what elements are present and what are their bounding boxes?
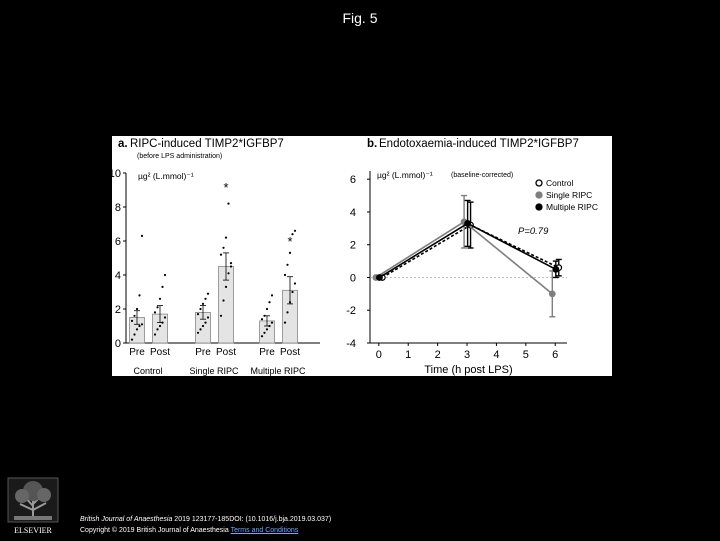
panel-a-x-tick-label: Post	[215, 347, 237, 358]
p-value-annotation: P=0.79	[518, 226, 549, 237]
data-point	[199, 328, 201, 330]
data-point	[164, 274, 166, 276]
panel-a-x-tick-label: Pre	[195, 347, 211, 358]
data-point	[227, 203, 229, 205]
data-point	[133, 333, 135, 335]
copyright-text: Copyright © 2019 British Journal of Anaesthesia	[80, 527, 229, 534]
data-point	[222, 299, 224, 301]
panel-a-letter: a.	[118, 138, 128, 150]
panel-b-x-tick-label: 3	[463, 349, 471, 361]
figure-panel	[108, 136, 612, 376]
panel-b-unit-note: (baseline-corrected)	[451, 172, 514, 179]
panel-a-unit-label: µg² (L.mmol)⁻¹	[138, 171, 194, 181]
panel-b-title: Endotoxaemia-induced TIMP2*IGFBP7	[379, 138, 579, 150]
data-point	[266, 308, 268, 310]
citation-line	[80, 514, 331, 525]
data-point	[159, 325, 161, 327]
data-point	[138, 325, 140, 327]
panel-a-group-label: Control	[133, 366, 163, 376]
data-point	[141, 235, 143, 237]
panel-b-x-tick-label: 1	[405, 349, 412, 361]
data-point	[225, 237, 227, 239]
data-point	[156, 328, 158, 330]
data-point	[154, 333, 156, 335]
data-point	[154, 311, 156, 313]
terms-link[interactable]: Terms and Conditions	[230, 527, 299, 534]
figure-svg	[108, 136, 612, 376]
panel-a-y-tick-label: 4	[114, 270, 121, 282]
significance-star: *	[223, 180, 229, 195]
data-point	[294, 282, 296, 284]
data-point	[289, 252, 291, 254]
panel-b-x-tick-label: 2	[434, 349, 441, 361]
panel-b-y-tick-label: 6	[349, 174, 356, 187]
data-point	[138, 294, 140, 296]
data-point	[207, 293, 209, 295]
data-point	[161, 286, 163, 288]
data-point	[141, 323, 143, 325]
data-point	[197, 332, 199, 334]
panel-b-y-tick-label: -4	[346, 338, 356, 350]
data-point	[204, 298, 206, 300]
panel-a-x-tick-label: Post	[149, 347, 171, 358]
series-marker	[465, 221, 471, 227]
data-point	[263, 315, 265, 317]
panel-b-x-tick-label: 0	[375, 349, 382, 361]
panel-a-group-label: Multiple RIPC	[250, 366, 306, 376]
data-point	[225, 286, 227, 288]
data-point	[156, 306, 158, 308]
data-point	[230, 265, 232, 267]
data-point	[263, 332, 265, 334]
data-point	[220, 254, 222, 256]
panel-b-x-tick-label: 6	[552, 349, 559, 361]
data-point	[284, 322, 286, 324]
data-point	[204, 322, 206, 324]
panel-a-y-tick-label: 0	[114, 338, 121, 350]
panel-a-group-label: Single RIPC	[189, 366, 239, 376]
data-point	[271, 294, 273, 296]
series-marker	[553, 266, 559, 272]
panel-a-x-tick-label: Pre	[259, 347, 275, 358]
panel-b-x-tick-label: 4	[493, 349, 500, 361]
panel-a-y-tick-label: 8	[114, 202, 121, 214]
data-point	[294, 230, 296, 232]
data-point	[220, 315, 222, 317]
data-point	[268, 325, 270, 327]
data-point	[202, 325, 204, 327]
data-point	[268, 301, 270, 303]
panel-b-y-tick-label: 0	[349, 272, 356, 285]
panel-a-title: RIPC-induced TIMP2*IGFBP7	[130, 138, 284, 150]
data-point	[291, 291, 293, 293]
panel-a-y-tick-label: 10	[108, 168, 121, 180]
panel-a-x-tick-label: Post	[279, 347, 301, 358]
data-point	[136, 328, 138, 330]
tree-icon	[6, 476, 60, 536]
data-point	[207, 316, 209, 318]
copyright-line	[80, 525, 331, 536]
data-point	[202, 303, 204, 305]
data-point	[266, 328, 268, 330]
data-point	[227, 272, 229, 274]
panel-b-letter: b.	[367, 138, 378, 150]
citation-detail: 2019 123177-185DOI: (10.1016/j.bja.2019.03.037)	[172, 516, 332, 523]
legend-marker	[536, 180, 542, 186]
legend-label: Single RIPC	[546, 190, 593, 200]
data-point	[197, 313, 199, 315]
panel-b-x-tick-label: 5	[522, 349, 529, 361]
journal-name: British Journal of Anaesthesia	[80, 516, 173, 523]
data-point	[131, 320, 133, 322]
panel-b-x-axis-label: Time (h post LPS)	[424, 364, 513, 376]
data-point	[161, 322, 163, 324]
data-point	[284, 274, 286, 276]
data-point	[286, 264, 288, 266]
data-point	[131, 339, 133, 341]
panel-b-y-tick-label: 2	[349, 239, 356, 252]
citation-block	[80, 514, 331, 536]
series-marker	[549, 291, 555, 297]
data-point	[261, 335, 263, 337]
legend-label: Multiple RIPC	[546, 202, 598, 212]
data-point	[136, 308, 138, 310]
panel-a-x-tick-label: Pre	[129, 347, 145, 358]
panel-b-y-tick-label: 4	[349, 206, 356, 219]
data-point	[199, 308, 201, 310]
data-point	[159, 298, 161, 300]
elsevier-logo	[6, 476, 60, 536]
panel-b-unit-label: µg² (L.mmol)⁻¹	[377, 170, 433, 180]
legend-label: Control	[546, 178, 574, 188]
data-point	[164, 316, 166, 318]
panel-a-y-tick-label: 6	[114, 236, 121, 248]
series-marker	[377, 275, 383, 281]
data-point	[261, 318, 263, 320]
panel-b-y-tick-label: -2	[346, 305, 356, 318]
data-point	[133, 315, 135, 317]
legend-marker	[536, 204, 542, 210]
data-point	[222, 247, 224, 249]
panel-a-subtitle: (before LPS administration)	[137, 153, 223, 160]
legend-marker	[536, 192, 542, 198]
data-point	[271, 322, 273, 324]
logo-wordmark: ELSEVIER	[14, 526, 52, 535]
panel-a-y-tick-label: 2	[114, 304, 121, 316]
data-point	[286, 311, 288, 313]
slide-title: Fig. 5	[342, 10, 378, 26]
significance-star: *	[287, 234, 293, 250]
data-point	[230, 262, 232, 264]
data-point	[289, 301, 291, 303]
